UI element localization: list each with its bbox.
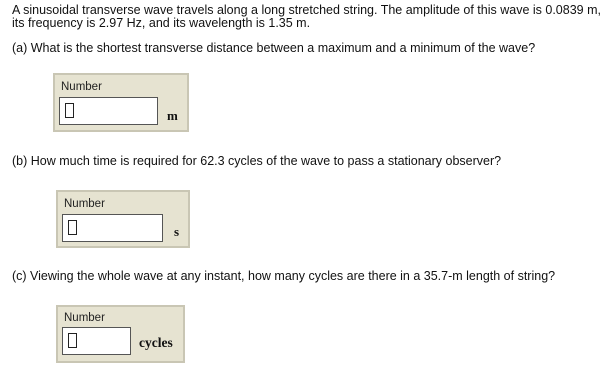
text-cursor-icon [65, 103, 74, 118]
text-cursor-icon [68, 333, 77, 348]
question-b-text: (b) How much time is required for 62.3 cycles of the wave to pass a stationary observer? [12, 154, 502, 168]
question-a-text: (a) What is the shortest transverse distance between a maximum and a minimum of the wave? [12, 41, 536, 55]
answer-input-c[interactable] [62, 327, 131, 355]
unit-label-c: cycles [139, 335, 173, 350]
number-label-a: Number [61, 81, 102, 93]
answer-input-b[interactable] [62, 214, 163, 242]
answer-box-b [56, 190, 190, 248]
text-cursor-icon [68, 220, 77, 235]
problem-statement-line-1: A sinusoidal transverse wave travels along a long stretched string. The amplitude of this wave is 0.0839 m, [12, 3, 601, 17]
number-label-c: Number [64, 312, 105, 324]
problem-statement-line-2: its frequency is 2.97 Hz, and its wavelength is 1.35 m. [12, 16, 311, 30]
answer-box-c [56, 305, 185, 363]
answer-input-a[interactable] [59, 97, 158, 125]
unit-label-a: m [167, 108, 178, 123]
unit-label-b: s [174, 224, 180, 239]
number-label-b: Number [64, 198, 105, 210]
question-c-text: (c) Viewing the whole wave at any instant, how many cycles are there in a 35.7-m length of string? [12, 269, 556, 283]
answer-box-a [53, 73, 189, 132]
